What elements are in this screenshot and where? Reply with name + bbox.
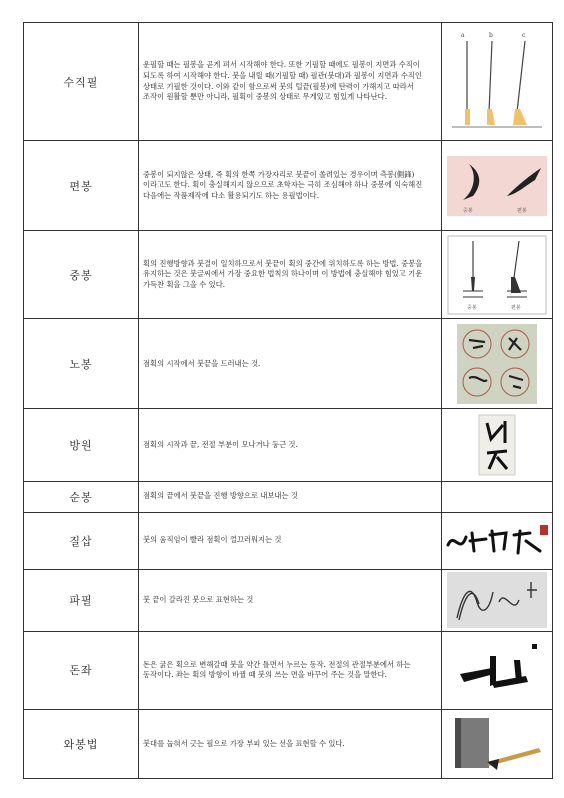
table-row [24,709,553,778]
figure-label-a: a [461,31,465,39]
table-row [24,512,553,569]
square-round-calligraphy-image [442,409,553,481]
term-cell: 순봉 [24,481,139,512]
lying-brush-illustration [442,709,553,778]
figure-label-c: c [522,31,526,39]
description-cell: 점획의 시작에서 붓끝을 드러내는 것. [139,319,442,409]
term-cell: 중봉 [24,231,139,319]
empty-image-cell [442,481,553,512]
table-row [24,23,553,141]
description-cell: 붓 끝이 갈라진 붓으로 표현하는 것 [139,569,442,631]
description-cell: 중봉이 되지않은 상태, 즉 획의 한쪽 가장자리로 붓끝이 쏠려있는 경우이며 측봉(側鋒)이라고도 한다. 획이 충실해지지 않으므로 초학자는 극히 조심해야 하나 중봉에 익숙해진 다음에는 작품제작에 다소 활용되기도 하는 용필법이다. [139,141,442,231]
label-center: 중봉 [467,304,477,311]
term-cell: 질삽 [24,512,139,569]
description-cell: 붓의 움직임이 빨라 점획이 껄끄러워지는 것 [139,512,442,569]
split-brush-calligraphy-image [442,569,553,631]
description-cell: 획의 진행방향과 붓결이 일치하므로서 붓끝이 획의 중간에 위치하도록 하는 방법. 중봉을 유지하는 것은 붓글씨에서 가장 중요한 법칙의 하나이며 이 방법에 충실해야 힘있고 기운 가득찬 획을 그을 수 있다. [139,231,442,319]
table-row [24,141,553,231]
term-cell: 노봉 [24,319,139,409]
exposed-tip-calligraphy-image [442,319,553,409]
description-cell: 붓대를 눕혀서 긋는 필으로 가장 부피 있는 선을 표현할 수 있다. [139,709,442,778]
table-row [24,319,553,409]
table-row [24,481,553,512]
description-cell: 돈은 굵은 획으로 변해갈때 붓을 약간 틀면서 누르는 동작. 전절의 관절부분에서 하는 동작이다. 좌는 획의 방향이 바뀔 때 붓의 쓰는 면을 바꾸어 주는 것을 말한다. [139,631,442,709]
rough-stroke-calligraphy-image [442,512,553,569]
label-side: 편봉 [511,304,521,311]
label-side-tip: 편봉 [517,207,527,214]
center-tip-illustration [442,231,553,319]
term-cell: 편봉 [24,141,139,231]
term-cell: 방원 [24,409,139,481]
figure-label-b: b [489,31,493,39]
press-turn-calligraphy-image [442,631,553,709]
table-row [24,409,553,481]
table-row [24,231,553,319]
slanted-brush-illustration [442,141,553,231]
term-cell: 수직필 [24,23,139,141]
description-cell: 운필할 때는 필봉을 곧게 펴서 시작해야 한다. 또한 기필할 때에도 필봉이 지면과 수직이 되도록 하여 시작해야 한다. 붓을 내릴 때(기필할 때) 필관(붓대)과 필봉이 지면과 수직인 상태로 기필한 것이다. 이와 같이 함으로써 붓의 털끝(필봉)에 탄력이 가해지고 따라서 조작이 원활할 뿐만 아니라, 필획이 중봉의 상태로 무게있고 힘있게 나타난다. [139,23,442,141]
term-cell: 돈좌 [24,631,139,709]
table-row [24,631,553,709]
table-row [24,569,553,631]
vertical-brush-illustration [442,23,553,141]
term-cell: 파필 [24,569,139,631]
description-cell: 점획의 시작과 끝, 전절 부분이 모나거나 둥근 것. [139,409,442,481]
description-cell: 점획의 끝에서 붓끝을 진행 방향으로 내보내는 것 [139,481,442,512]
brush-technique-table [23,22,553,779]
term-cell: 와봉법 [24,709,139,778]
label-center-tip: 중봉 [463,207,473,214]
